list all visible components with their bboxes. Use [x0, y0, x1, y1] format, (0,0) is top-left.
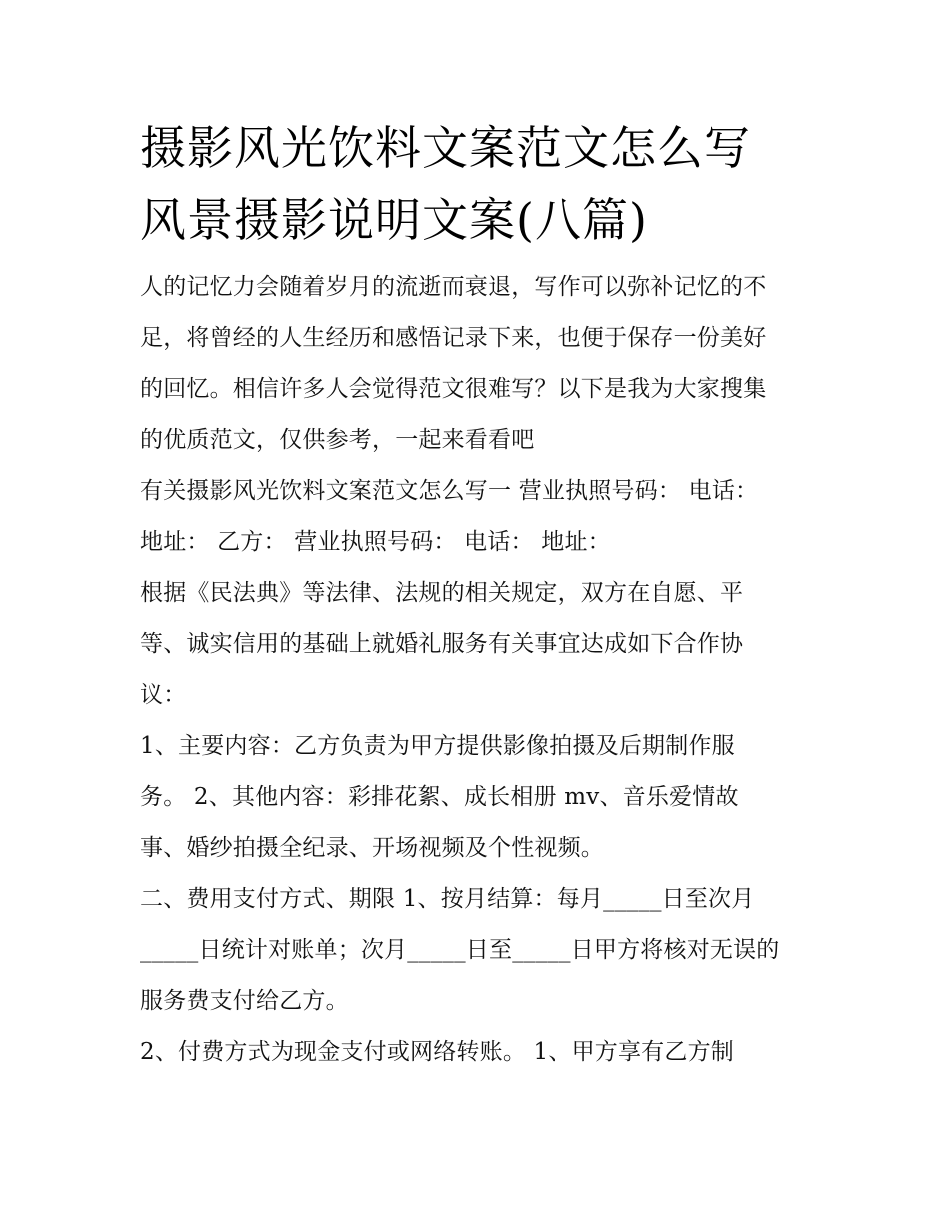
text-line: 2、付费方式为现金支付或网络转账。 1、甲方享有乙方制 — [140, 1039, 734, 1065]
text-line: 足，将曾经的人生经历和感悟记录下来，也便于保存一份美好 — [140, 325, 767, 351]
text-line: 人的记忆力会随着岁月的流逝而衰退，写作可以弥补记忆的不 — [140, 274, 767, 300]
text-line: 1、主要内容：乙方负责为甲方提供影像拍摄及后期制作服 — [140, 733, 735, 759]
text-line: 事、婚纱拍摄全纪录、开场视频及个性视频。 — [140, 835, 604, 861]
paragraph-parties — [140, 466, 830, 568]
text-line: _____日统计对账单；次月_____日至_____日甲方将核对无误的 — [140, 937, 780, 963]
title-line: 风景摄影说明文案(八篇) — [140, 193, 648, 247]
text-line: 根据《民法典》等法律、法规的相关规定，双方在自愿、平 — [140, 580, 744, 606]
text-line: 服务费支付给乙方。 — [140, 988, 349, 1014]
text-line: 有关摄影风光饮料文案范文怎么写一 营业执照号码： 电话： — [140, 478, 759, 504]
paragraph-payment-method — [140, 1027, 830, 1078]
text-line: 二、费用支付方式、期限 1、按月结算：每月_____日至次月 — [140, 886, 755, 912]
paragraph-payment — [140, 874, 830, 1027]
document-page — [140, 112, 830, 1078]
text-line: 的优质范文，仅供参考，一起来看看吧 — [140, 427, 535, 453]
paragraph-content — [140, 721, 830, 874]
paragraph-basis — [140, 568, 830, 721]
text-line: 务。 2、其他内容：彩排花絮、成长相册 mv、音乐爱情故 — [140, 784, 739, 810]
text-line: 等、诚实信用的基础上就婚礼服务有关事宜达成如下合作协 — [140, 631, 744, 657]
paragraph-intro — [140, 262, 830, 466]
document-title — [140, 112, 830, 256]
title-line: 摄影风光饮料文案范文怎么写 — [140, 121, 751, 175]
text-line: 的回忆。相信许多人会觉得范文很难写？以下是我为大家搜集 — [140, 376, 767, 402]
document-body — [140, 262, 830, 1078]
text-line: 地址： 乙方： 营业执照号码： 电话： 地址： — [140, 529, 611, 555]
text-line: 议： — [140, 682, 187, 708]
